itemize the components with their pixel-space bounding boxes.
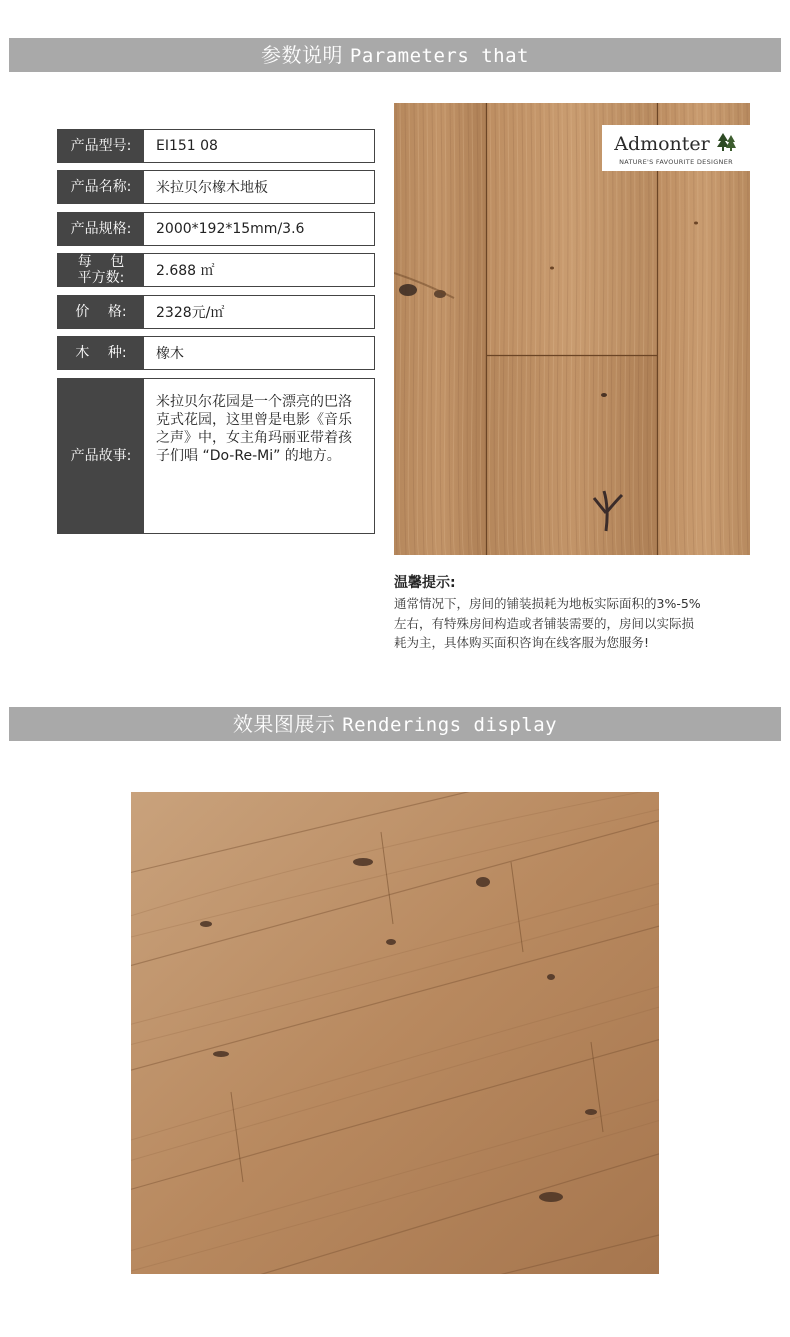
param-row-story	[57, 378, 375, 534]
wood-sample-image	[394, 103, 750, 555]
section-title-zh: 参数说明	[261, 43, 344, 67]
param-label: 产品名称:	[58, 171, 144, 203]
param-value: 橡木	[156, 346, 184, 362]
param-label: 产品型号:	[58, 130, 144, 162]
section-title-en: Parameters that	[349, 45, 529, 67]
brand-logo	[602, 125, 750, 171]
param-value: 米拉贝尔橡木地板	[156, 180, 268, 196]
brand-tagline: NATURE'S FAVOURITE DESIGNER	[619, 157, 733, 166]
param-row-spec	[57, 212, 375, 246]
param-row-wood-type	[57, 336, 375, 370]
param-value: EI151 08	[156, 138, 218, 154]
tip-title: 温馨提示:	[394, 575, 456, 591]
section-title-en: Renderings display	[342, 714, 558, 736]
param-label: 产品故事:	[58, 379, 144, 533]
param-row-name	[57, 170, 375, 204]
section-title-zh: 效果图展示	[232, 712, 336, 736]
param-label: 木 种:	[58, 337, 144, 369]
param-label: 每 包 平方数:	[58, 254, 144, 286]
param-row-price	[57, 295, 375, 329]
param-label: 产品规格:	[58, 213, 144, 245]
param-row-model	[57, 129, 375, 163]
tip-text: 通常情况下，房间的铺装损耗为地板实际面积的3%-5%左右，有特殊房间构造或者铺装需要的，房间以实际损耗为主，具体购买面积咨询在线客服为您服务!	[394, 596, 701, 650]
section-banner-parameters	[9, 38, 781, 72]
floor-rendering-image	[131, 792, 659, 1274]
section-banner-renderings	[9, 707, 781, 741]
pine-trees-icon	[716, 131, 738, 157]
param-value: 2328元/㎡	[156, 305, 225, 321]
param-label: 价 格:	[58, 296, 144, 328]
param-row-area-per-pack	[57, 253, 375, 287]
param-value: 2.688 ㎡	[156, 263, 215, 279]
brand-name: Admonter	[614, 132, 710, 155]
param-value: 2000*192*15mm/3.6	[156, 221, 305, 237]
story-text: 米拉贝尔花园是一个漂亮的巴洛克式花园，这里曾是电影《音乐之声》中，女主角玛丽亚带着孩子们唱 “Do-Re-Mi” 的地方。	[156, 394, 352, 464]
floor-rendering-graphic	[131, 792, 659, 1274]
